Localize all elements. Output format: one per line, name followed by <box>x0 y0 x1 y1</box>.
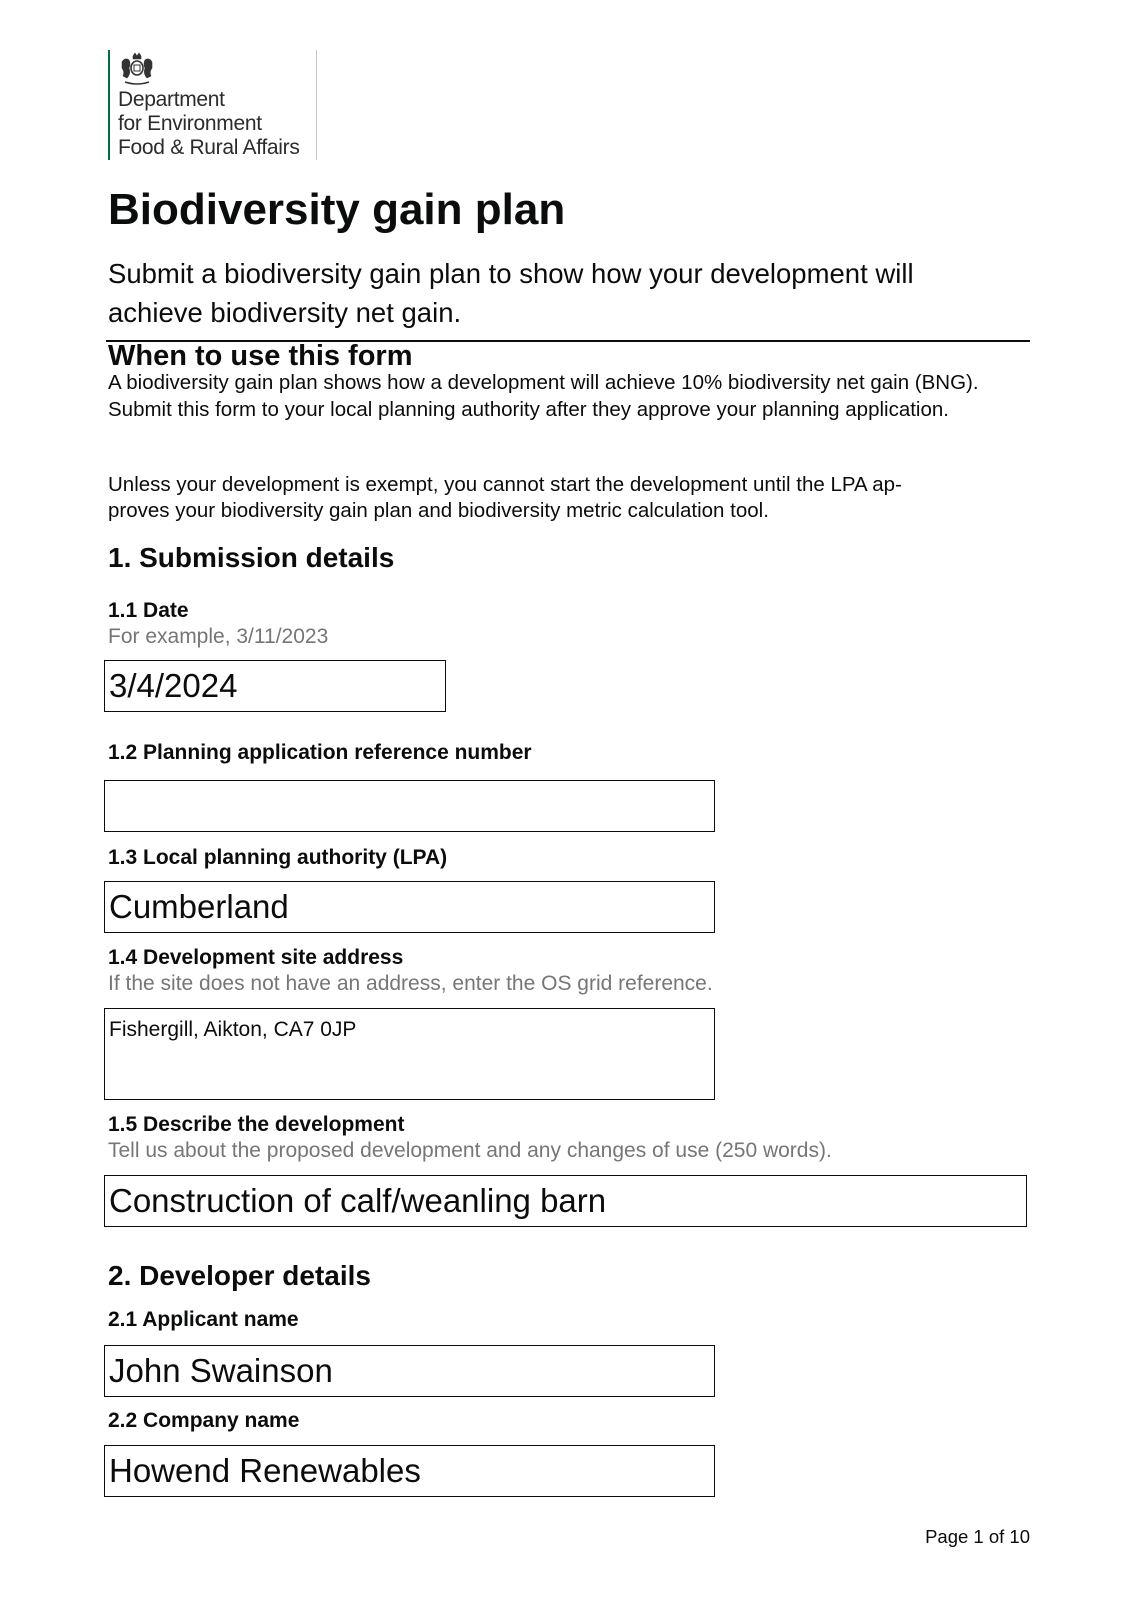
planning-ref-field[interactable] <box>104 780 715 832</box>
logo-line: for Environment <box>118 112 262 135</box>
logo-divider <box>316 50 317 160</box>
section-1-heading: 1. Submission details <box>108 542 395 573</box>
logo-accent-bar <box>108 50 110 160</box>
logo-line: Food & Rural Affairs <box>118 136 300 159</box>
address-hint: If the site does not have an address, enter the OS grid reference. <box>108 972 713 995</box>
applicant-field[interactable]: John Swainson <box>104 1345 715 1397</box>
company-field[interactable]: Howend Renewables <box>104 1445 715 1497</box>
planning-ref-label: 1.2 Planning application reference number <box>108 741 532 764</box>
section-2-heading: 2. Developer details <box>108 1260 372 1291</box>
lpa-label: 1.3 Local planning authority (LPA) <box>108 846 448 869</box>
date-field[interactable]: 3/4/2024 <box>104 660 446 712</box>
applicant-label: 2.1 Applicant name <box>108 1308 299 1331</box>
defra-logo <box>108 50 322 160</box>
when-to-use-heading: When to use this form <box>108 340 413 372</box>
address-field[interactable]: Fishergill, Aikton, CA7 0JP <box>104 1008 715 1100</box>
logo-line: Department <box>118 88 225 111</box>
coat-of-arms-icon <box>116 52 158 86</box>
description-field[interactable]: Construction of calf/weanling barn <box>104 1175 1027 1227</box>
lpa-field[interactable]: Cumberland <box>104 881 715 933</box>
description-label: 1.5 Describe the development <box>108 1113 405 1136</box>
when-to-use-paragraph: A biodiversity gain plan shows how a development will achieve 10% biodiversity net gain (BNG). Submit this form to your local planning authority after they approve your planning application. <box>108 371 979 421</box>
date-hint: For example, 3/11/2023 <box>108 625 329 648</box>
logo-text <box>118 88 300 160</box>
page-subtitle: Submit a biodiversity gain plan to show how your development will achieve biodiversity net gain. <box>108 258 914 328</box>
date-label: 1.1 Date <box>108 599 189 622</box>
exemption-paragraph-line: Unless your development is exempt, you cannot start the development until the LPA ap- <box>108 473 902 496</box>
exemption-paragraph-line: proves your biodiversity gain plan and biodiversity metric calculation tool. <box>108 499 769 522</box>
page-title: Biodiversity gain plan <box>108 185 566 234</box>
description-hint: Tell us about the proposed development and any changes of use (250 words). <box>108 1139 832 1162</box>
address-label: 1.4 Development site address <box>108 946 404 969</box>
company-label: 2.2 Company name <box>108 1409 300 1432</box>
page-number: Page 1 of 10 <box>925 1526 1030 1547</box>
